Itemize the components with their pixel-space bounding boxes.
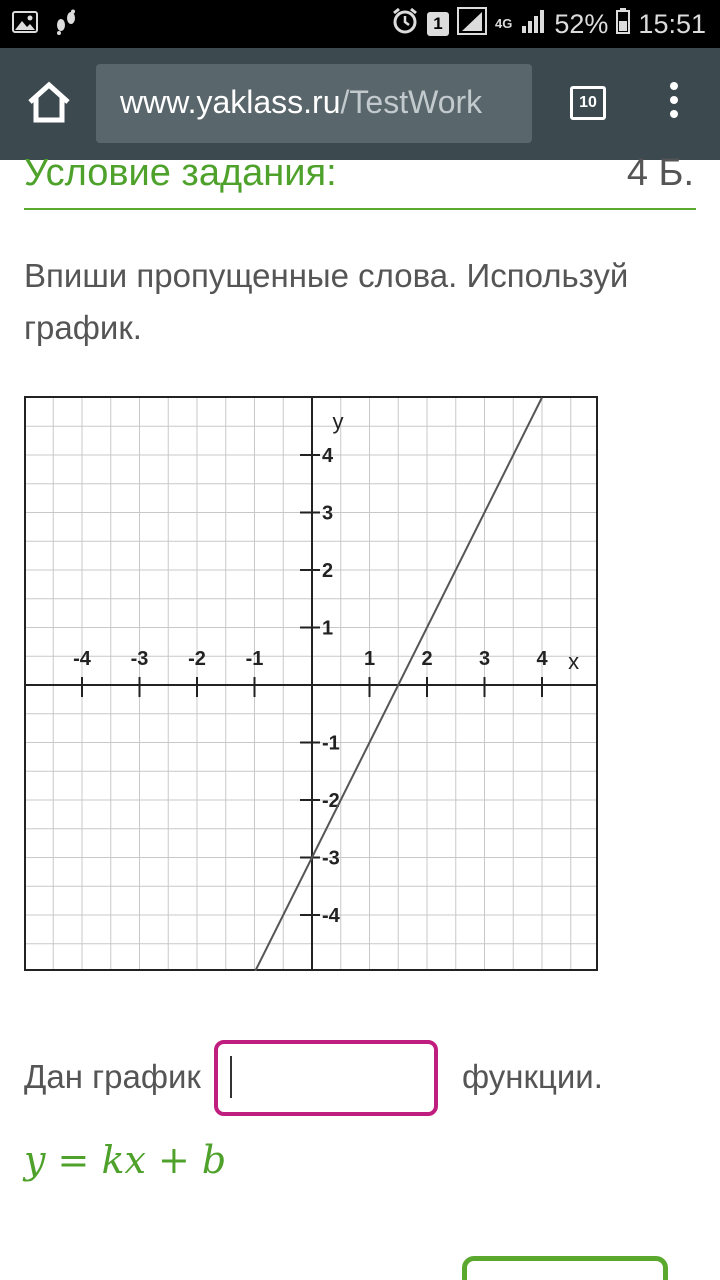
answer-row [24, 1040, 696, 1118]
sim-slot-badge: 1 [427, 12, 449, 36]
answer-suffix-text: функции. [462, 1058, 603, 1095]
url-host: www.yaklass.ru [120, 84, 341, 120]
overflow-menu-button[interactable] [662, 82, 686, 126]
clock: 15:51 [638, 8, 706, 39]
gallery-notification-icon [12, 11, 38, 38]
x-tick-label: 3 [478, 648, 491, 670]
menu-dot [670, 110, 678, 118]
menu-dot [670, 96, 678, 104]
y-tick-label: 2 [322, 560, 334, 582]
submit-button[interactable] [462, 1256, 668, 1280]
y-tick-label: -2 [322, 790, 340, 812]
function-formula: y = kx + b [24, 1138, 227, 1182]
text-cursor [230, 1056, 232, 1098]
x-tick-label: 1 [363, 648, 376, 670]
x-tick-label: -3 [130, 648, 149, 670]
x-tick-label: 2 [421, 648, 433, 670]
x-tick-label: -4 [73, 648, 91, 670]
answer-input[interactable] [214, 1040, 438, 1116]
task-points: 4 Б. [626, 152, 694, 194]
x-tick-label: -1 [245, 648, 264, 670]
url-path: /TestWork [340, 84, 483, 120]
url-text [120, 84, 482, 121]
address-bar[interactable] [96, 64, 532, 143]
task-instruction: Впиши пропущенные слова. Используй график. [24, 257, 629, 346]
task-title: Условие задания: [24, 152, 337, 194]
tab-switcher-button[interactable]: 10 [570, 86, 606, 120]
home-button[interactable] [24, 78, 74, 128]
y-tick-label: 4 [322, 445, 334, 467]
x-axis-label: x [568, 649, 580, 674]
y-tick-label: -3 [322, 847, 340, 870]
signal-sim1-icon [457, 7, 487, 42]
answer-prefix-text: Дан график [24, 1058, 201, 1095]
network-type-label: 4G [495, 16, 513, 31]
battery-icon [616, 8, 630, 41]
x-tick-label: 4 [536, 648, 548, 670]
y-tick-label: -1 [322, 732, 340, 755]
battery-percent: 52% [554, 8, 609, 39]
browser-toolbar [0, 48, 720, 160]
y-axis-label: y [332, 409, 344, 435]
task-header [24, 152, 696, 210]
alarm-icon [391, 7, 419, 42]
menu-dot [670, 82, 678, 90]
home-icon [24, 78, 74, 128]
function-graph [24, 396, 598, 971]
x-tick-label: -2 [188, 648, 206, 670]
status-bar [0, 0, 720, 48]
footsteps-notification-icon [54, 9, 78, 40]
y-tick-label: 3 [322, 502, 334, 525]
y-tick-label: 1 [322, 617, 334, 640]
signal-sim2-icon [520, 8, 546, 41]
graph-svg [24, 396, 598, 971]
y-tick-label: -4 [322, 905, 340, 927]
